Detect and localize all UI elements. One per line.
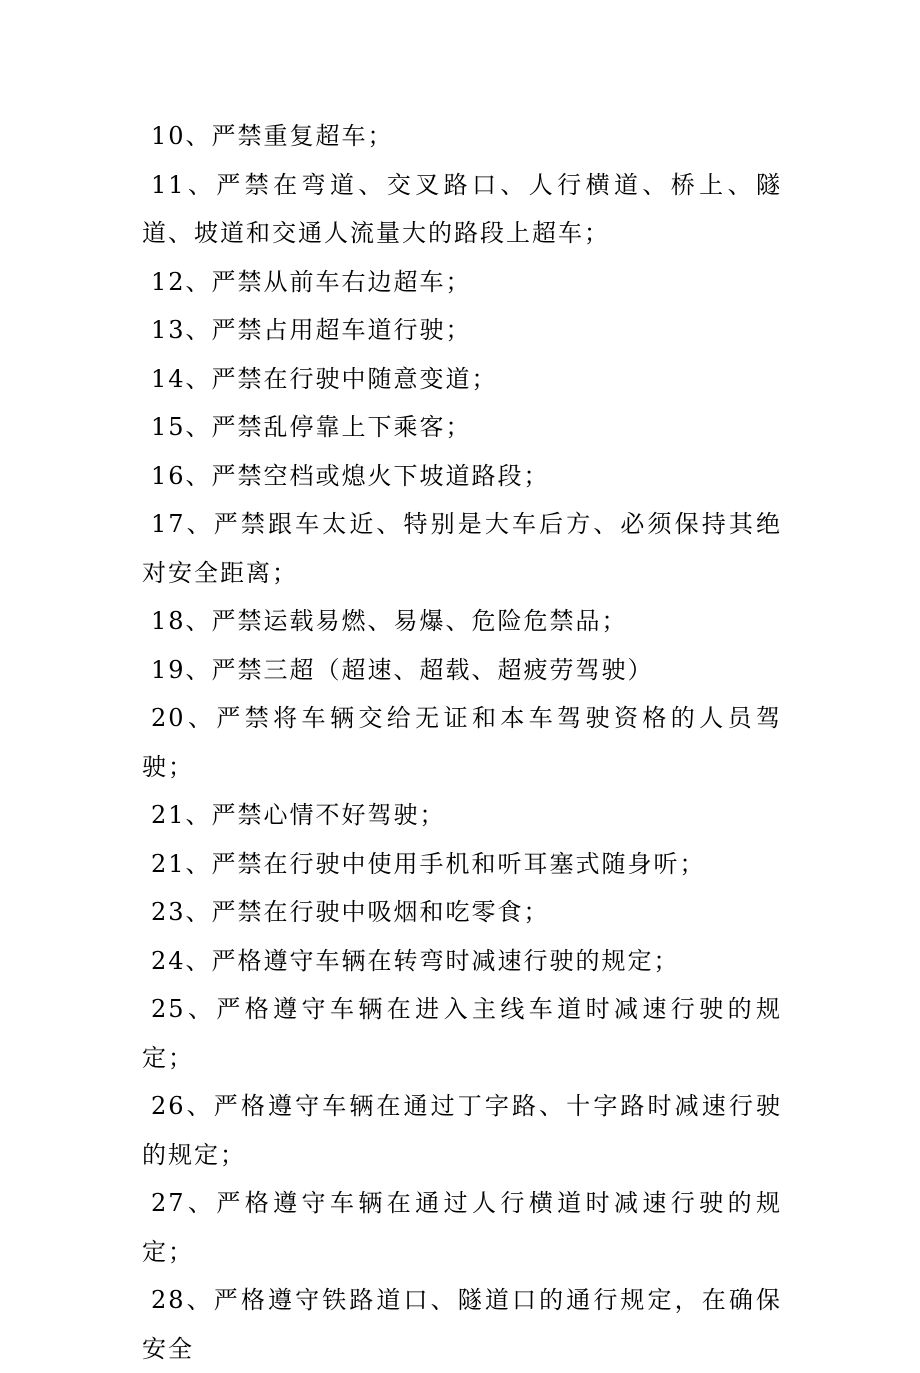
paragraph-26: 26、严格遵守车辆在通过丁字路、十字路时减速行驶的规定；: [142, 1092, 782, 1169]
paragraph-23: 23、严禁在行驶中吸烟和吃零食；: [151, 898, 550, 926]
paragraph-20: 20、严禁将车辆交给无证和本车驾驶资格的人员驾驶；: [142, 704, 782, 781]
document-body: [142, 112, 782, 1373]
paragraph-28: 28、严格遵守铁路道口、隧道口的通行规定，在确保安全: [142, 1286, 782, 1363]
paragraph-24: 24、严格遵守车辆在转弯时减速行驶的规定；: [151, 946, 680, 975]
paragraph-13: 13、严禁占用超车道行驶；: [151, 316, 472, 344]
paragraph-12: 12、严禁从前车右边超车；: [151, 267, 472, 296]
paragraph-25: 25、严格遵守车辆在进入主线车道时减速行驶的规定；: [142, 995, 782, 1072]
paragraph-21b: 21、严禁在行驶中使用手机和听耳塞式随身听；: [151, 849, 706, 878]
paragraph-18: 18、严禁运载易燃、易爆、危险危禁品；: [151, 607, 628, 635]
paragraph-17: 17、严禁跟车太近、特别是大车后方、必须保持其绝对安全距离；: [142, 510, 782, 587]
paragraph-27: 27、严格遵守车辆在通过人行横道时减速行驶的规定；: [142, 1189, 782, 1266]
paragraph-21a: 21、严禁心情不好驾驶；: [151, 801, 446, 829]
paragraph-19: 19、严禁三超（超速、超载、超疲劳驾驶）: [151, 655, 654, 684]
paragraph-14: 14、严禁在行驶中随意变道；: [151, 364, 498, 393]
paragraph-16: 16、严禁空档或熄火下坡道路段；: [151, 461, 550, 490]
paragraph-10: 10、严禁重复超车；: [151, 122, 394, 150]
paragraph-11: 11、严禁在弯道、交叉路口、人行横道、桥上、隧道、坡道和交通人流量大的路段上超车；: [142, 170, 782, 247]
paragraph-15: 15、严禁乱停靠上下乘客；: [151, 413, 472, 441]
